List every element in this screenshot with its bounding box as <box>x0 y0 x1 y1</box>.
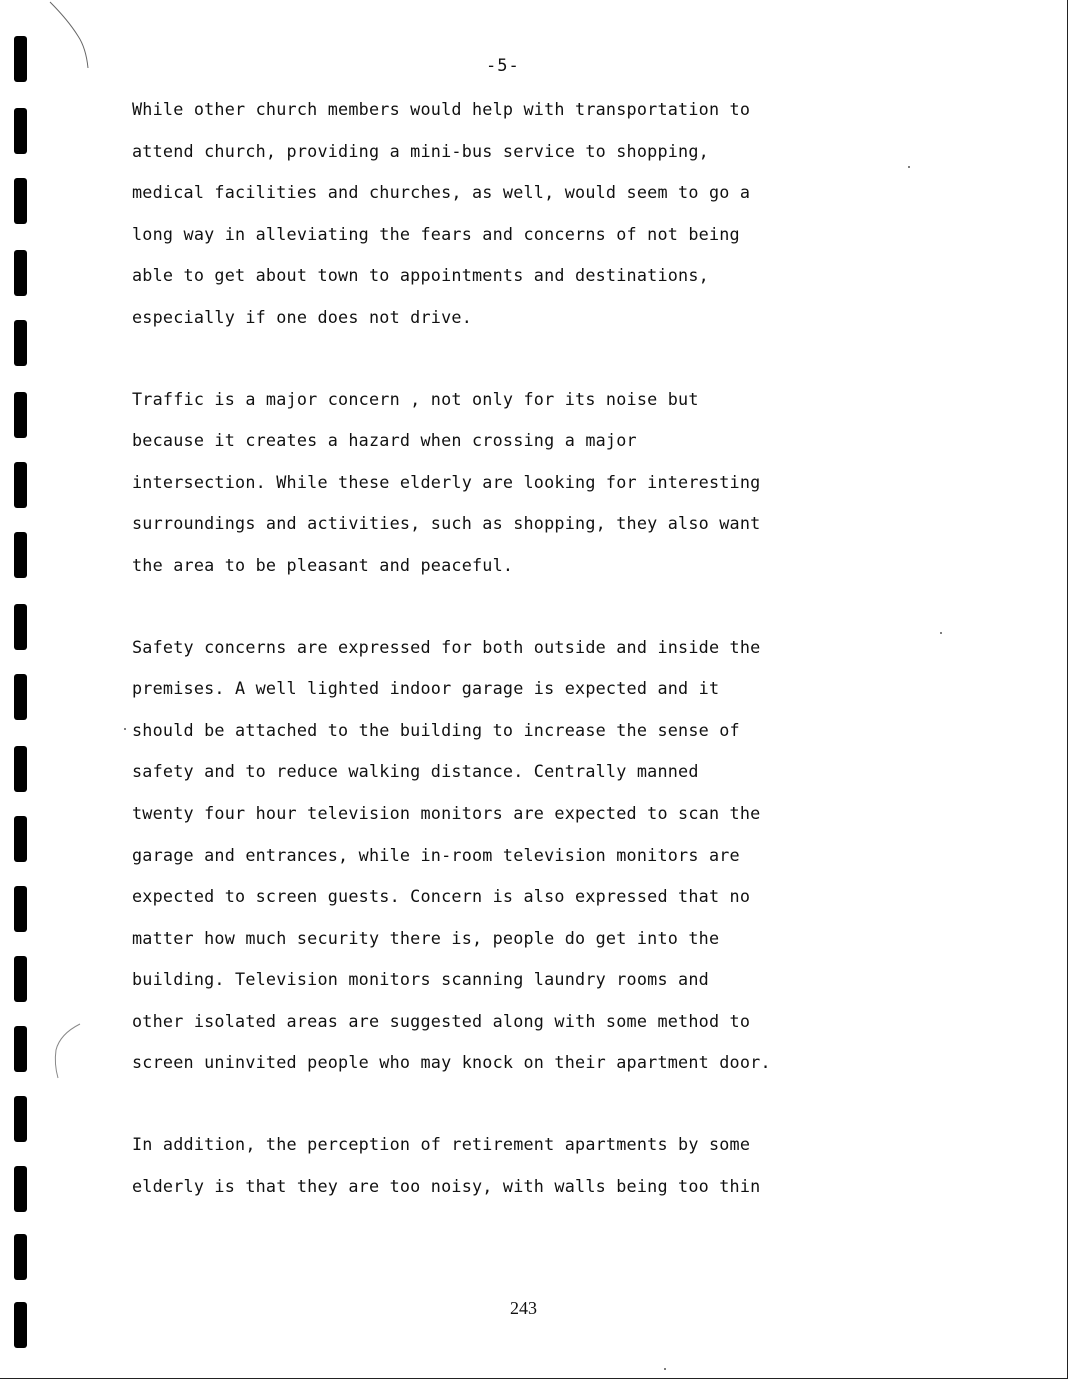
text-line: surroundings and activities, such as shopping, they also want <box>132 514 761 535</box>
binding-hole <box>14 532 27 578</box>
paragraph <box>132 1125 922 1208</box>
text-line: safety and to reduce walking distance. Centrally manned <box>132 762 699 783</box>
binding-hole <box>14 36 27 82</box>
binding-hole <box>14 178 27 224</box>
text-line: While other church members would help with transportation to <box>132 100 751 120</box>
text-line: attend church, providing a mini-bus service to shopping, <box>132 141 709 162</box>
binding-holes <box>14 30 28 1370</box>
text-line: elderly is that they are too noisy, with walls being too thin <box>132 1176 761 1197</box>
paragraph <box>132 380 922 588</box>
binding-hole <box>14 462 27 508</box>
binding-hole <box>14 746 27 792</box>
speck <box>940 632 942 634</box>
binding-hole <box>14 674 27 720</box>
text-line: twenty four hour television monitors are expected to scan the <box>132 803 761 824</box>
text-line: other isolated areas are suggested along with some method to <box>132 1011 751 1032</box>
binding-hole <box>14 108 27 154</box>
binding-hole <box>14 250 27 296</box>
text-line: garage and entrances, while in-room television monitors are <box>132 845 740 866</box>
text-line: Safety concerns are expressed for both outside and inside the <box>132 637 761 658</box>
fold-mark <box>48 0 90 70</box>
binding-hole <box>14 1166 27 1212</box>
speck <box>124 728 126 730</box>
page-number: 243 <box>510 1298 537 1318</box>
text-line: long way in alleviating the fears and concerns of not being <box>132 224 740 245</box>
text-line: medical facilities and churches, as well, would seem to go a <box>132 183 751 204</box>
binding-hole <box>14 1234 27 1280</box>
binding-hole <box>14 956 27 1002</box>
text-line: able to get about town to appointments and destinations, <box>132 266 709 287</box>
text-line: building. Television monitors scanning laundry rooms and <box>132 970 709 991</box>
body-text <box>132 90 922 1248</box>
binding-hole <box>14 1302 27 1348</box>
binding-hole <box>14 816 27 862</box>
binding-hole <box>14 604 27 650</box>
paragraph <box>132 628 922 1086</box>
binding-hole <box>14 392 27 438</box>
text-line: the area to be pleasant and peaceful. <box>132 555 514 576</box>
text-line: In addition, the perception of retirement apartments by some <box>132 1135 751 1156</box>
binding-hole <box>14 886 27 932</box>
text-line: should be attached to the building to increase the sense of <box>132 720 740 741</box>
text-line: matter how much security there is, people do get into the <box>132 928 720 949</box>
text-line: expected to screen guests. Concern is also expressed that no <box>132 887 751 908</box>
text-line: intersection. While these elderly are looking for interesting <box>132 472 761 493</box>
text-line: screen uninvited people who may knock on their apartment door. <box>132 1053 771 1074</box>
binding-hole <box>14 1096 27 1142</box>
stray-mark <box>48 1020 84 1080</box>
text-line: because it creates a hazard when crossing a major <box>132 431 637 452</box>
text-line: Traffic is a major concern , not only for its noise but <box>132 389 699 410</box>
page-marker: -5- <box>486 56 520 76</box>
text-line: especially if one does not drive. <box>132 307 473 328</box>
text-line: premises. A well lighted indoor garage is expected and it <box>132 679 720 700</box>
binding-hole <box>14 320 27 366</box>
paragraph <box>132 90 922 340</box>
speck <box>664 1368 666 1370</box>
binding-hole <box>14 1026 27 1072</box>
